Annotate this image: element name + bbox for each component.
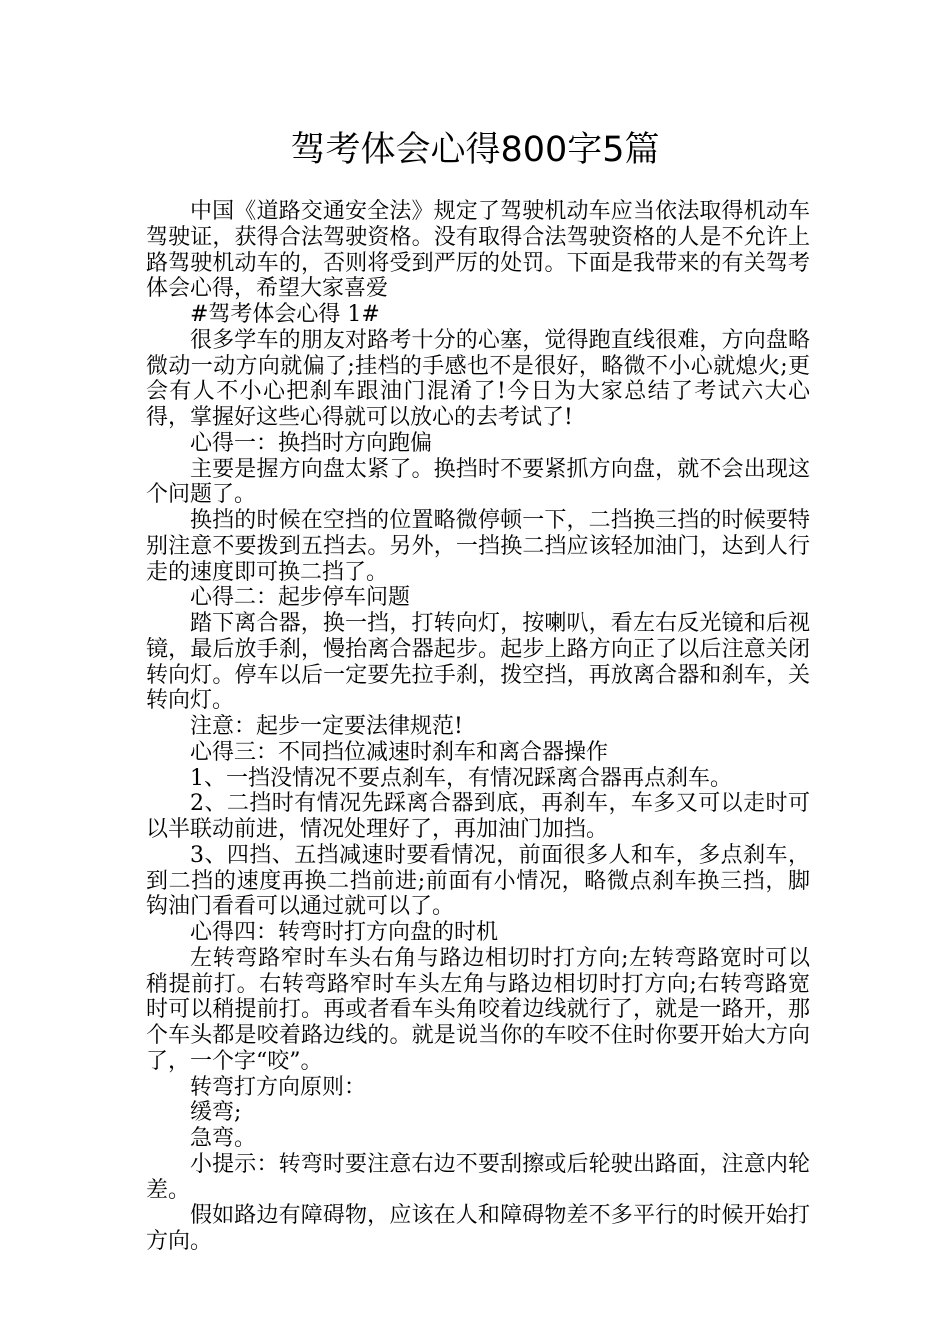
document-title: 驾考体会心得800字5篇 bbox=[290, 130, 660, 170]
list-item: 1、一挡没情况不要点刹车，有情况踩离合器再点刹车。 bbox=[190, 765, 732, 791]
paragraph-intro: 中国《道路交通安全法》规定了驾驶机动车应当依法取得机动车驾驶证，获得合法驾驶资格。没有取得合法驾驶资格的人是不允许上路驾驶机动车的，否则将受到严厉的处罚。下面是我带来的有关驾考体会心得，希望大家喜爱 bbox=[146, 199, 810, 302]
subheading-tip-2: 心得二：起步停车问题 bbox=[190, 585, 411, 611]
paragraph-note: 注意：起步一定要法律规范! bbox=[190, 714, 463, 739]
list-item: 缓弯; bbox=[190, 1100, 242, 1126]
paragraph: 踏下离合器，换一挡，打转向灯，按喇叭，看左右反光镜和后视镜，最后放手刹，慢抬离合器起步。起步上路方向正了以后注意关闭转向灯。停车以后一定要先拉手刹，拨空挡，再放离合器和刹车，关转向灯。 bbox=[146, 611, 810, 714]
paragraph: 左转弯路窄时车头右角与路边相切时打方向;左转弯路宽时可以稍提前打。右转弯路窄时车头左角与路边相切时打方向;右转弯路宽时可以稍提前打。再或者看车头角咬着边线就行了，就是一路开，那个车头都是咬着路边线的。就是说当你的车咬不住时你要开始大方向了，一个字“咬”。 bbox=[146, 945, 810, 1074]
paragraph: 很多学车的朋友对路考十分的心塞，觉得跑直线很难，方向盘略微动一动方向就偏了;挂档的手感也不是很好，略微不小心就熄火;更会有人不小心把刹车跟油门混淆了!今日为大家总结了考试六大心得，掌握好这些心得就可以放心的去考试了! bbox=[146, 327, 810, 430]
section-heading-1: #驾考体会心得 1# bbox=[190, 302, 380, 327]
list-item: 3、四挡、五挡减速时要看情况，前面很多人和车，多点刹车，到二挡的速度再换二挡前进;前面有小情况，略微点刹车换三挡，脚钩油门看看可以通过就可以了。 bbox=[146, 842, 810, 920]
paragraph: 主要是握方向盘太紧了。换挡时不要紧抓方向盘，就不会出现这个问题了。 bbox=[146, 456, 810, 508]
subheading-tip-1: 心得一：换挡时方向跑偏 bbox=[190, 430, 433, 456]
subheading-tip-4: 心得四：转弯时打方向盘的时机 bbox=[190, 920, 499, 945]
paragraph: 转弯打方向原则： bbox=[190, 1074, 367, 1100]
document-body bbox=[146, 199, 810, 1255]
subheading-tip-3: 心得三：不同挡位减速时刹车和离合器操作 bbox=[190, 739, 609, 765]
paragraph: 假如路边有障碍物，应该在人和障碍物差不多平行的时候开始打方向。 bbox=[146, 1203, 810, 1254]
list-item: 急弯。 bbox=[190, 1126, 257, 1151]
paragraph: 换挡的时候在空挡的位置略微停顿一下，二挡换三挡的时候要特别注意不要拨到五挡去。另外，一挡换二挡应该轻加油门，达到人行走的速度即可换二挡了。 bbox=[146, 508, 810, 585]
paragraph-hint: 小提示：转弯时要注意右边不要刮擦或后轮驶出路面，注意内轮差。 bbox=[146, 1151, 810, 1203]
list-item: 2、二挡时有情况先踩离合器到底，再刹车，车多又可以走时可以半联动前进，情况处理好了，再加油门加挡。 bbox=[146, 791, 810, 842]
